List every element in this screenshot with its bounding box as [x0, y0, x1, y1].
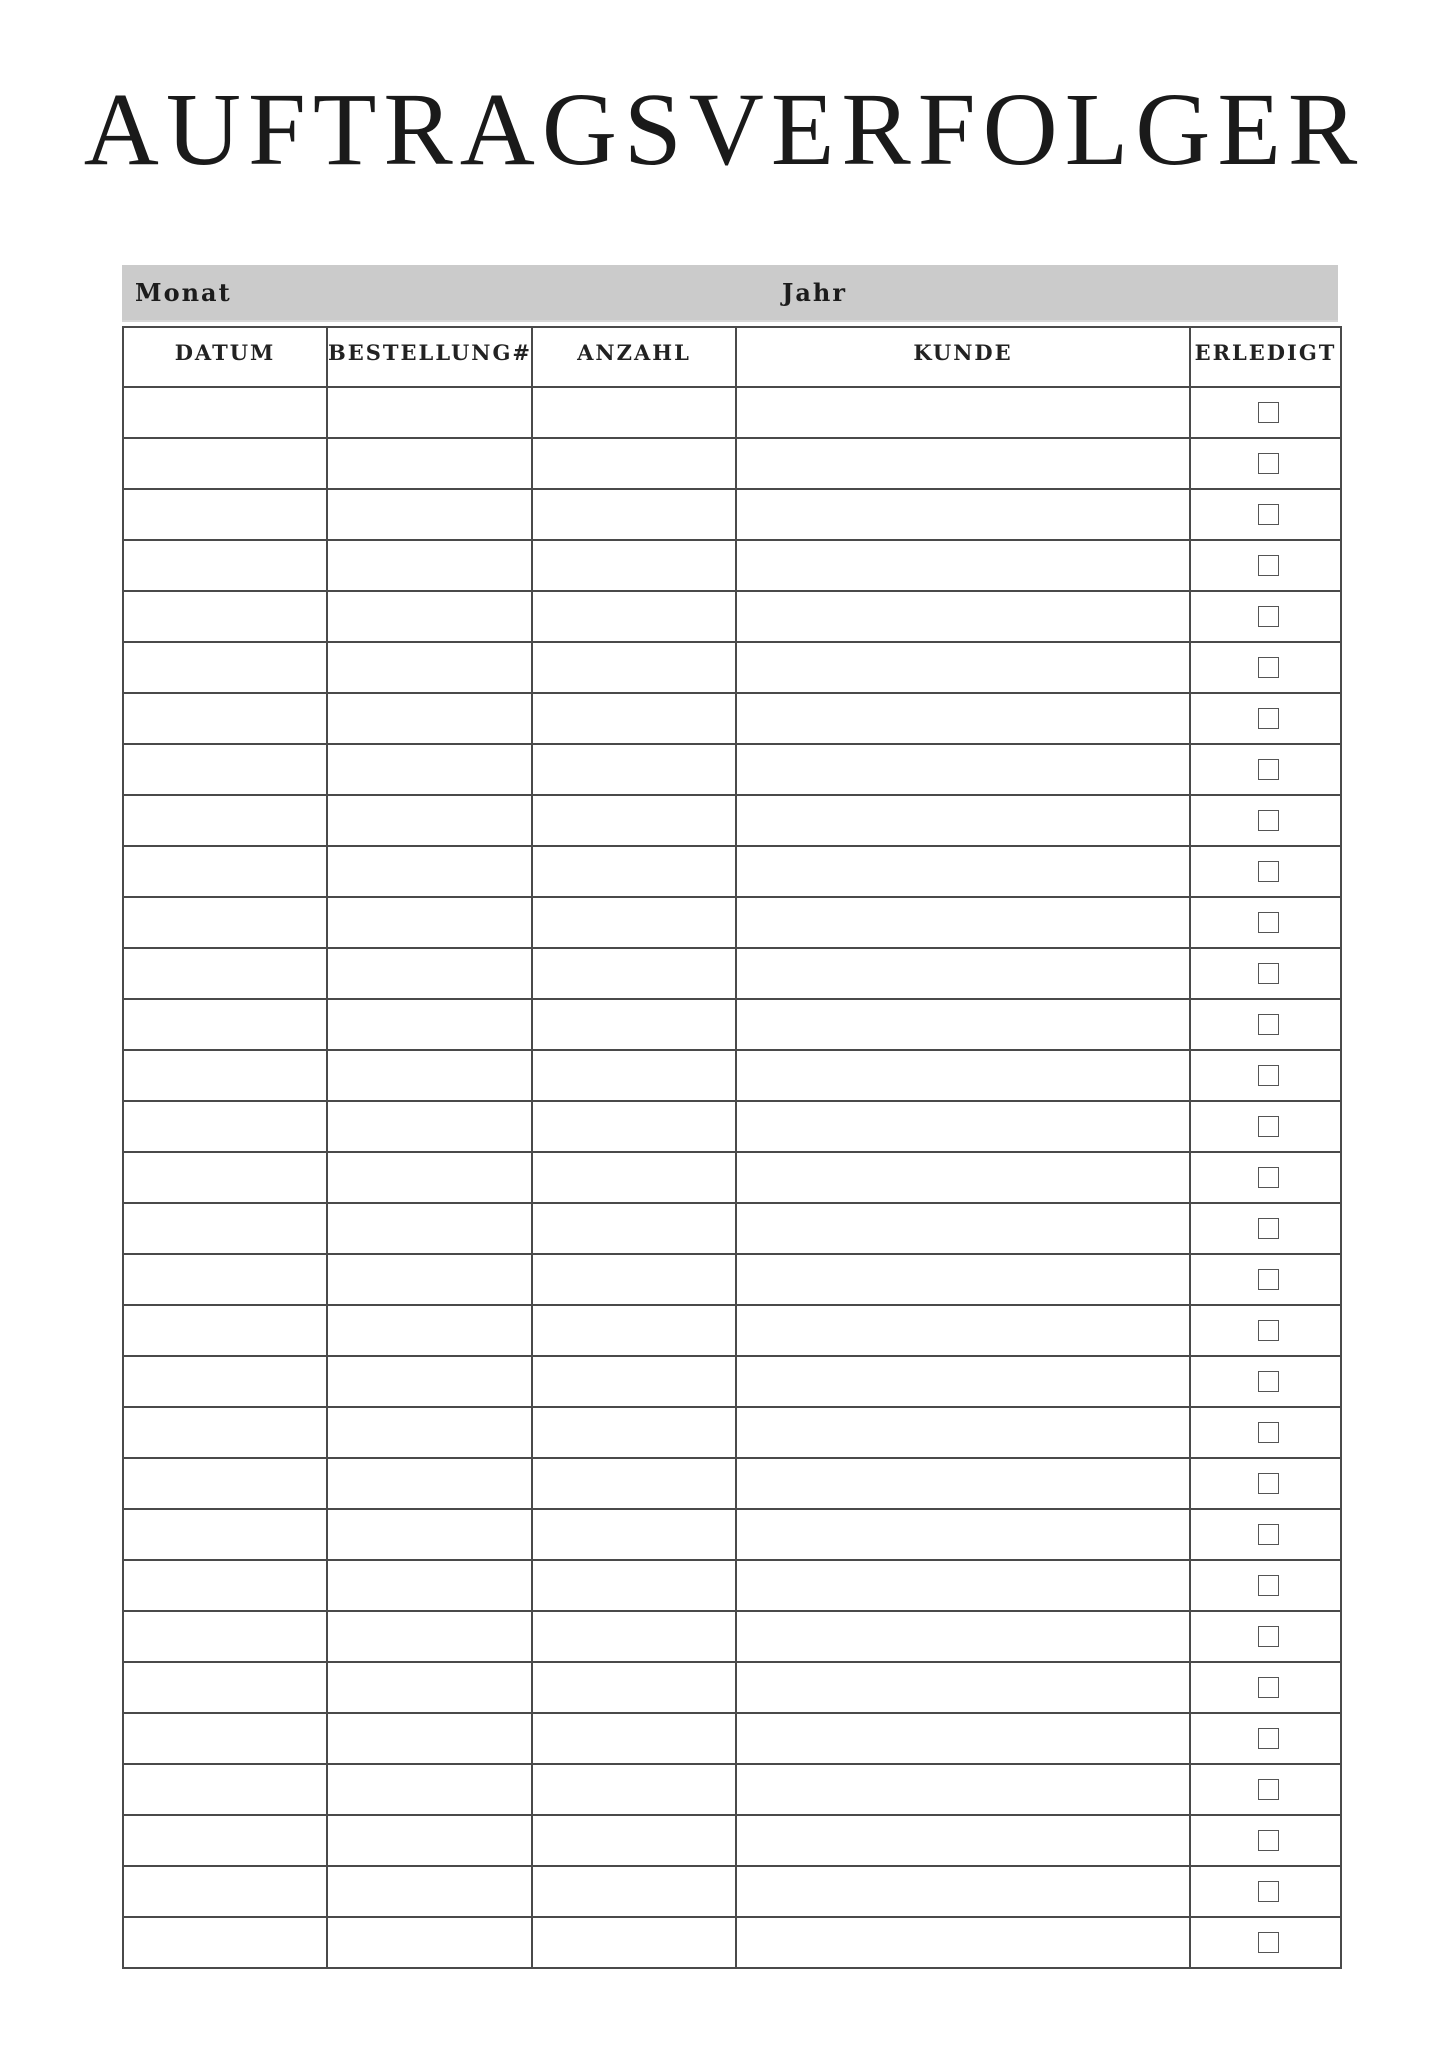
quantity-cell[interactable] [532, 744, 736, 795]
order-number-cell[interactable] [327, 948, 532, 999]
date-cell[interactable] [123, 1203, 327, 1254]
date-cell[interactable] [123, 1611, 327, 1662]
month-year-bar [122, 265, 1338, 322]
order-number-cell[interactable] [327, 897, 532, 948]
done-checkbox[interactable] [1258, 1932, 1279, 1953]
column-header-date: DATUM [123, 327, 327, 387]
customer-cell[interactable] [736, 489, 1190, 540]
table-body [123, 387, 1341, 1968]
date-cell[interactable] [123, 846, 327, 897]
table-row [123, 1815, 1341, 1866]
order-number-cell[interactable] [327, 1560, 532, 1611]
done-cell [1190, 1101, 1341, 1152]
done-cell [1190, 897, 1341, 948]
customer-cell[interactable] [736, 540, 1190, 591]
order-tracker-table [122, 326, 1342, 1969]
date-cell[interactable] [123, 1050, 327, 1101]
done-cell [1190, 846, 1341, 897]
quantity-cell[interactable] [532, 1560, 736, 1611]
done-cell [1190, 1764, 1341, 1815]
date-cell[interactable] [123, 1152, 327, 1203]
table-row [123, 948, 1341, 999]
done-cell [1190, 1356, 1341, 1407]
done-checkbox[interactable] [1258, 402, 1279, 423]
date-cell[interactable] [123, 1356, 327, 1407]
quantity-cell[interactable] [532, 1254, 736, 1305]
date-cell[interactable] [123, 1305, 327, 1356]
order-number-cell[interactable] [327, 1866, 532, 1917]
table-row [123, 744, 1341, 795]
table-row [123, 1560, 1341, 1611]
done-checkbox[interactable] [1258, 1881, 1279, 1902]
date-cell[interactable] [123, 948, 327, 999]
done-cell [1190, 1254, 1341, 1305]
customer-cell[interactable] [736, 948, 1190, 999]
table-row [123, 897, 1341, 948]
customer-cell[interactable] [736, 1611, 1190, 1662]
quantity-cell[interactable] [532, 1101, 736, 1152]
table-row [123, 1662, 1341, 1713]
order-number-cell[interactable] [327, 693, 532, 744]
table-row [123, 1407, 1341, 1458]
table-row [123, 1254, 1341, 1305]
date-cell[interactable] [123, 1254, 327, 1305]
done-checkbox[interactable] [1258, 1116, 1279, 1137]
date-cell[interactable] [123, 1917, 327, 1968]
quantity-cell[interactable] [532, 1662, 736, 1713]
date-cell[interactable] [123, 1101, 327, 1152]
date-cell[interactable] [123, 489, 327, 540]
table-row [123, 846, 1341, 897]
table-row [123, 387, 1341, 438]
done-checkbox[interactable] [1258, 1728, 1279, 1749]
customer-cell[interactable] [736, 1662, 1190, 1713]
customer-cell[interactable] [736, 1203, 1190, 1254]
done-checkbox[interactable] [1258, 1524, 1279, 1545]
done-checkbox[interactable] [1258, 912, 1279, 933]
quantity-cell[interactable] [532, 1305, 736, 1356]
quantity-cell[interactable] [532, 1611, 736, 1662]
table-row [123, 1050, 1341, 1101]
column-header-done: ERLEDIGT [1190, 327, 1341, 387]
quantity-cell[interactable] [532, 1866, 736, 1917]
date-cell[interactable] [123, 591, 327, 642]
date-cell[interactable] [123, 1866, 327, 1917]
table-row [123, 1152, 1341, 1203]
order-number-cell[interactable] [327, 1662, 532, 1713]
quantity-cell[interactable] [532, 1356, 736, 1407]
quantity-cell[interactable] [532, 642, 736, 693]
table-row [123, 1713, 1341, 1764]
done-cell [1190, 1713, 1341, 1764]
customer-cell[interactable] [736, 1254, 1190, 1305]
table-row [123, 999, 1341, 1050]
quantity-cell[interactable] [532, 1713, 736, 1764]
quantity-cell[interactable] [532, 387, 736, 438]
order-number-cell[interactable] [327, 1917, 532, 1968]
date-cell[interactable] [123, 1458, 327, 1509]
done-checkbox[interactable] [1258, 1575, 1279, 1596]
quantity-cell[interactable] [532, 438, 736, 489]
customer-cell[interactable] [736, 387, 1190, 438]
date-cell[interactable] [123, 1560, 327, 1611]
customer-cell[interactable] [736, 1560, 1190, 1611]
quantity-cell[interactable] [532, 897, 736, 948]
done-checkbox[interactable] [1258, 1371, 1279, 1392]
done-checkbox[interactable] [1258, 657, 1279, 678]
customer-cell[interactable] [736, 1509, 1190, 1560]
done-cell [1190, 1407, 1341, 1458]
table-row [123, 1611, 1341, 1662]
done-cell [1190, 1203, 1341, 1254]
done-cell [1190, 642, 1341, 693]
customer-cell[interactable] [736, 438, 1190, 489]
done-cell [1190, 540, 1341, 591]
quantity-cell[interactable] [532, 1050, 736, 1101]
done-cell [1190, 1611, 1341, 1662]
customer-cell[interactable] [736, 642, 1190, 693]
order-number-cell[interactable] [327, 1509, 532, 1560]
column-header-order-number: BESTELLUNG# [327, 327, 532, 387]
date-cell[interactable] [123, 999, 327, 1050]
order-number-cell[interactable] [327, 1101, 532, 1152]
quantity-cell[interactable] [532, 1152, 736, 1203]
date-cell[interactable] [123, 1815, 327, 1866]
quantity-cell[interactable] [532, 795, 736, 846]
done-checkbox[interactable] [1258, 861, 1279, 882]
customer-cell[interactable] [736, 1713, 1190, 1764]
done-cell [1190, 1509, 1341, 1560]
quantity-cell[interactable] [532, 489, 736, 540]
table-row [123, 1764, 1341, 1815]
order-number-cell[interactable] [327, 1713, 532, 1764]
order-number-cell[interactable] [327, 540, 532, 591]
done-checkbox[interactable] [1258, 1218, 1279, 1239]
table-row [123, 1356, 1341, 1407]
quantity-cell[interactable] [532, 540, 736, 591]
done-checkbox[interactable] [1258, 606, 1279, 627]
order-number-cell[interactable] [327, 642, 532, 693]
table-row [123, 1509, 1341, 1560]
customer-cell[interactable] [736, 1815, 1190, 1866]
done-cell [1190, 1560, 1341, 1611]
done-cell [1190, 744, 1341, 795]
done-checkbox[interactable] [1258, 504, 1279, 525]
column-header-quantity: ANZAHL [532, 327, 736, 387]
table-row [123, 489, 1341, 540]
done-checkbox[interactable] [1258, 1779, 1279, 1800]
quantity-cell[interactable] [532, 1917, 736, 1968]
date-cell[interactable] [123, 387, 327, 438]
date-cell[interactable] [123, 897, 327, 948]
quantity-cell[interactable] [532, 999, 736, 1050]
done-cell [1190, 1662, 1341, 1713]
table-row [123, 1917, 1341, 1968]
order-number-cell[interactable] [327, 387, 532, 438]
table-row [123, 693, 1341, 744]
column-header-customer: KUNDE [736, 327, 1190, 387]
table-row [123, 591, 1341, 642]
order-number-cell[interactable] [327, 846, 532, 897]
done-checkbox[interactable] [1258, 708, 1279, 729]
date-cell[interactable] [123, 1407, 327, 1458]
order-number-cell[interactable] [327, 1203, 532, 1254]
table-row [123, 795, 1341, 846]
date-cell[interactable] [123, 744, 327, 795]
order-number-cell[interactable] [327, 591, 532, 642]
customer-cell[interactable] [736, 1101, 1190, 1152]
done-cell [1190, 387, 1341, 438]
table-header-row [123, 327, 1341, 387]
order-number-cell[interactable] [327, 795, 532, 846]
date-cell[interactable] [123, 438, 327, 489]
quantity-cell[interactable] [532, 1509, 736, 1560]
done-checkbox[interactable] [1258, 555, 1279, 576]
customer-cell[interactable] [736, 1152, 1190, 1203]
quantity-cell[interactable] [532, 1815, 736, 1866]
done-checkbox[interactable] [1258, 1167, 1279, 1188]
table-row [123, 1101, 1341, 1152]
done-checkbox[interactable] [1258, 1830, 1279, 1851]
customer-cell[interactable] [736, 1866, 1190, 1917]
done-checkbox[interactable] [1258, 1626, 1279, 1647]
customer-cell[interactable] [736, 1356, 1190, 1407]
customer-cell[interactable] [736, 693, 1190, 744]
date-cell[interactable] [123, 1764, 327, 1815]
done-cell [1190, 948, 1341, 999]
done-cell [1190, 1050, 1341, 1101]
quantity-cell[interactable] [532, 846, 736, 897]
order-number-cell[interactable] [327, 1254, 532, 1305]
date-cell[interactable] [123, 642, 327, 693]
quantity-cell[interactable] [532, 1764, 736, 1815]
customer-cell[interactable] [736, 1764, 1190, 1815]
quantity-cell[interactable] [532, 1203, 736, 1254]
done-checkbox[interactable] [1258, 453, 1279, 474]
done-cell [1190, 1815, 1341, 1866]
table-row [123, 1305, 1341, 1356]
quantity-cell[interactable] [532, 948, 736, 999]
done-checkbox[interactable] [1258, 810, 1279, 831]
done-cell [1190, 795, 1341, 846]
year-label: Jahr [782, 278, 847, 307]
done-cell [1190, 1305, 1341, 1356]
customer-cell[interactable] [736, 897, 1190, 948]
customer-cell[interactable] [736, 1407, 1190, 1458]
done-cell [1190, 591, 1341, 642]
done-checkbox[interactable] [1258, 1014, 1279, 1035]
done-cell [1190, 1866, 1341, 1917]
order-number-cell[interactable] [327, 1407, 532, 1458]
order-number-cell[interactable] [327, 1458, 532, 1509]
date-cell[interactable] [123, 1713, 327, 1764]
done-checkbox[interactable] [1258, 1422, 1279, 1443]
customer-cell[interactable] [736, 846, 1190, 897]
done-cell [1190, 1458, 1341, 1509]
done-cell [1190, 693, 1341, 744]
done-checkbox[interactable] [1258, 963, 1279, 984]
quantity-cell[interactable] [532, 693, 736, 744]
done-cell [1190, 999, 1341, 1050]
date-cell[interactable] [123, 693, 327, 744]
order-number-cell[interactable] [327, 1764, 532, 1815]
date-cell[interactable] [123, 540, 327, 591]
order-number-cell[interactable] [327, 1356, 532, 1407]
done-cell [1190, 489, 1341, 540]
page-title: AUFTRAGSVERFOLGER [83, 72, 1365, 187]
table-row [123, 1458, 1341, 1509]
order-number-cell[interactable] [327, 744, 532, 795]
customer-cell[interactable] [736, 591, 1190, 642]
order-number-cell[interactable] [327, 1152, 532, 1203]
done-checkbox[interactable] [1258, 1065, 1279, 1086]
done-cell [1190, 1152, 1341, 1203]
done-cell [1190, 1917, 1341, 1968]
done-checkbox[interactable] [1258, 1320, 1279, 1341]
table-row [123, 540, 1341, 591]
customer-cell[interactable] [736, 744, 1190, 795]
quantity-cell[interactable] [532, 1407, 736, 1458]
order-number-cell[interactable] [327, 1815, 532, 1866]
order-number-cell[interactable] [327, 1050, 532, 1101]
done-checkbox[interactable] [1258, 1473, 1279, 1494]
table-row [123, 438, 1341, 489]
quantity-cell[interactable] [532, 1458, 736, 1509]
table-row [123, 1866, 1341, 1917]
order-number-cell[interactable] [327, 999, 532, 1050]
customer-cell[interactable] [736, 795, 1190, 846]
quantity-cell[interactable] [532, 591, 736, 642]
date-cell[interactable] [123, 795, 327, 846]
done-checkbox[interactable] [1258, 1269, 1279, 1290]
done-checkbox[interactable] [1258, 759, 1279, 780]
table-row [123, 642, 1341, 693]
table-row [123, 1203, 1341, 1254]
customer-cell[interactable] [736, 1917, 1190, 1968]
done-checkbox[interactable] [1258, 1677, 1279, 1698]
customer-cell[interactable] [736, 1050, 1190, 1101]
date-cell[interactable] [123, 1662, 327, 1713]
date-cell[interactable] [123, 1509, 327, 1560]
order-number-cell[interactable] [327, 1305, 532, 1356]
order-number-cell[interactable] [327, 438, 532, 489]
customer-cell[interactable] [736, 1305, 1190, 1356]
customer-cell[interactable] [736, 999, 1190, 1050]
order-number-cell[interactable] [327, 1611, 532, 1662]
customer-cell[interactable] [736, 1458, 1190, 1509]
order-number-cell[interactable] [327, 489, 532, 540]
month-label: Monat [135, 278, 232, 307]
done-cell [1190, 438, 1341, 489]
